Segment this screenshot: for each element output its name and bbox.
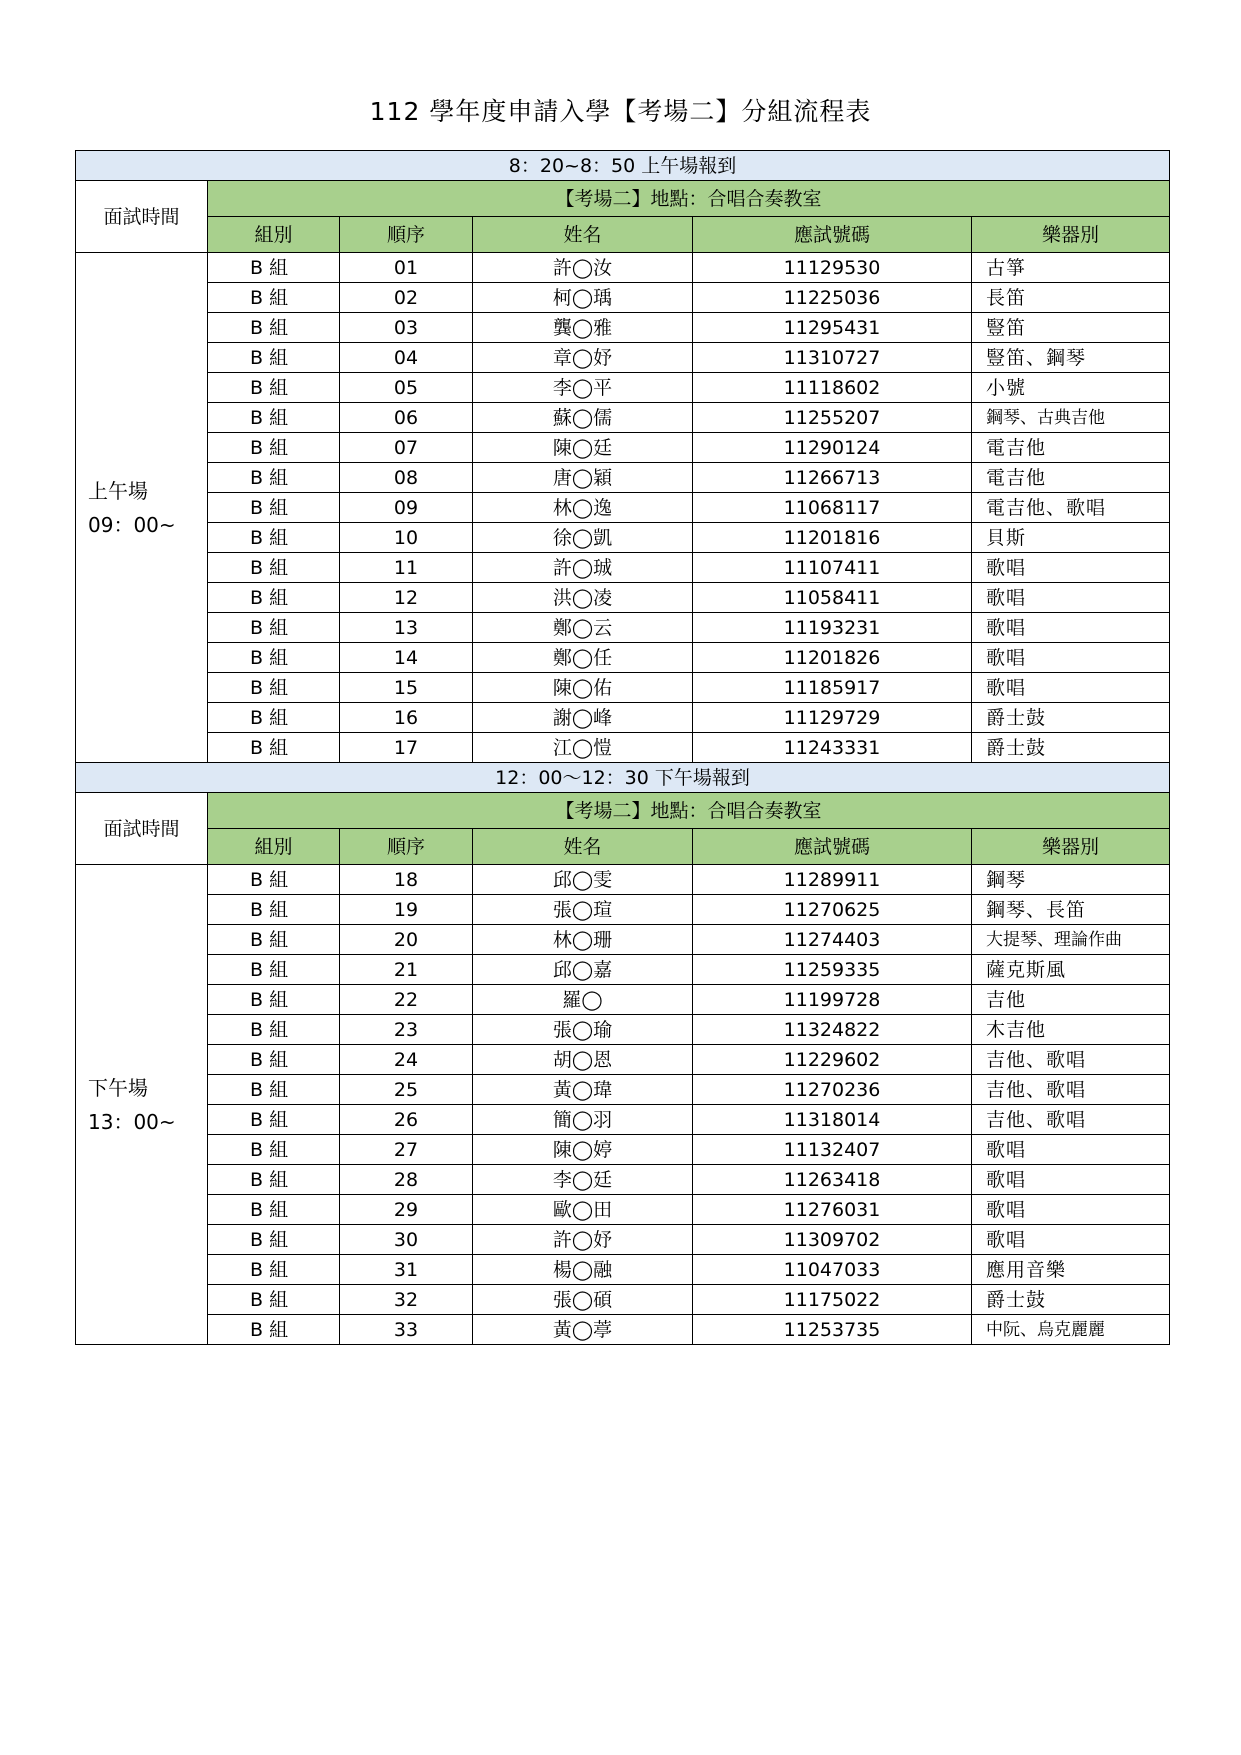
cell-instrument: 歌唱 (972, 553, 1170, 583)
column-header-instrument: 樂器別 (972, 217, 1170, 253)
table-row (76, 955, 1170, 985)
cell-order: 04 (340, 343, 473, 373)
table-row (76, 673, 1170, 703)
column-header-exam-no: 應試號碼 (693, 217, 972, 253)
cell-name: 林◯逸 (473, 493, 693, 523)
cell-instrument: 爵士鼓 (972, 1285, 1170, 1315)
cell-group: B 組 (208, 955, 340, 985)
cell-instrument: 吉他 (972, 985, 1170, 1015)
cell-exam-no: 11259335 (693, 955, 972, 985)
cell-order: 22 (340, 985, 473, 1015)
cell-exam-no: 11310727 (693, 343, 972, 373)
cell-instrument: 貝斯 (972, 523, 1170, 553)
column-header-group: 組別 (208, 829, 340, 865)
cell-exam-no: 11263418 (693, 1165, 972, 1195)
table-row (76, 583, 1170, 613)
cell-group: B 組 (208, 1135, 340, 1165)
cell-name: 許◯珹 (473, 553, 693, 583)
cell-order: 19 (340, 895, 473, 925)
cell-group: B 組 (208, 733, 340, 763)
morning-venue-label: 【考場二】地點：合唱合奏教室 (208, 181, 1170, 217)
cell-group: B 組 (208, 895, 340, 925)
table-row (76, 523, 1170, 553)
table-row (76, 1105, 1170, 1135)
morning-session-time (76, 253, 208, 763)
cell-instrument: 豎笛、鋼琴 (972, 343, 1170, 373)
table-row (76, 895, 1170, 925)
cell-name: 徐◯凱 (473, 523, 693, 553)
cell-exam-no: 11129530 (693, 253, 972, 283)
cell-group: B 組 (208, 1165, 340, 1195)
table-row (76, 373, 1170, 403)
cell-instrument: 電吉他、歌唱 (972, 493, 1170, 523)
cell-group: B 組 (208, 1105, 340, 1135)
cell-order: 31 (340, 1255, 473, 1285)
cell-group: B 組 (208, 313, 340, 343)
cell-exam-no: 11058411 (693, 583, 972, 613)
cell-group: B 組 (208, 613, 340, 643)
cell-order: 07 (340, 433, 473, 463)
cell-name: 鄭◯任 (473, 643, 693, 673)
cell-instrument: 鋼琴、長笛 (972, 895, 1170, 925)
table-row (76, 1195, 1170, 1225)
cell-instrument: 豎笛 (972, 313, 1170, 343)
cell-exam-no: 11193231 (693, 613, 972, 643)
cell-order: 02 (340, 283, 473, 313)
table-row (76, 253, 1170, 283)
table-row (76, 463, 1170, 493)
cell-name: 陳◯婷 (473, 1135, 693, 1165)
cell-order: 13 (340, 613, 473, 643)
page-title: 112 學年度申請入學【考場二】分組流程表 (369, 97, 872, 126)
cell-instrument: 鋼琴、古典吉他 (972, 403, 1170, 433)
table-row (76, 1315, 1170, 1345)
morning-venue-row (76, 181, 1170, 217)
table-row (76, 403, 1170, 433)
morning-time-header: 面試時間 (76, 181, 208, 253)
afternoon-session-label: 下午場 (88, 1075, 148, 1100)
table-row (76, 643, 1170, 673)
cell-exam-no: 11225036 (693, 283, 972, 313)
cell-exam-no: 11107411 (693, 553, 972, 583)
cell-exam-no: 11270625 (693, 895, 972, 925)
cell-instrument: 鋼琴 (972, 865, 1170, 895)
cell-order: 32 (340, 1285, 473, 1315)
cell-group: B 組 (208, 493, 340, 523)
cell-order: 09 (340, 493, 473, 523)
table-row (76, 865, 1170, 895)
cell-instrument: 歌唱 (972, 1195, 1170, 1225)
afternoon-venue-label: 【考場二】地點：合唱合奏教室 (208, 793, 1170, 829)
cell-group: B 組 (208, 523, 340, 553)
cell-order: 26 (340, 1105, 473, 1135)
cell-group: B 組 (208, 1285, 340, 1315)
column-header-instrument: 樂器別 (972, 829, 1170, 865)
cell-order: 01 (340, 253, 473, 283)
cell-exam-no: 11255207 (693, 403, 972, 433)
cell-name: 邱◯雯 (473, 865, 693, 895)
table-row (76, 493, 1170, 523)
cell-name: 張◯碩 (473, 1285, 693, 1315)
cell-name: 蘇◯儒 (473, 403, 693, 433)
cell-instrument: 歌唱 (972, 1165, 1170, 1195)
cell-instrument: 歌唱 (972, 673, 1170, 703)
cell-instrument: 電吉他 (972, 433, 1170, 463)
cell-group: B 組 (208, 1195, 340, 1225)
cell-order: 27 (340, 1135, 473, 1165)
cell-exam-no: 11129729 (693, 703, 972, 733)
table-row (76, 985, 1170, 1015)
table-row (76, 433, 1170, 463)
table-row (76, 313, 1170, 343)
cell-instrument: 爵士鼓 (972, 733, 1170, 763)
cell-instrument: 長笛 (972, 283, 1170, 313)
cell-order: 12 (340, 583, 473, 613)
cell-exam-no: 11309702 (693, 1225, 972, 1255)
table-row (76, 1285, 1170, 1315)
table-row (76, 1255, 1170, 1285)
table-row (76, 925, 1170, 955)
table-row (76, 283, 1170, 313)
cell-name: 楊◯融 (473, 1255, 693, 1285)
cell-order: 29 (340, 1195, 473, 1225)
afternoon-session-time (76, 865, 208, 1345)
cell-group: B 組 (208, 865, 340, 895)
cell-exam-no: 11295431 (693, 313, 972, 343)
cell-order: 14 (340, 643, 473, 673)
column-header-exam-no: 應試號碼 (693, 829, 972, 865)
cell-order: 21 (340, 955, 473, 985)
cell-instrument: 木吉他 (972, 1015, 1170, 1045)
cell-instrument: 大提琴、理論作曲 (972, 925, 1170, 955)
cell-name: 謝◯峰 (473, 703, 693, 733)
cell-exam-no: 11243331 (693, 733, 972, 763)
cell-group: B 組 (208, 1255, 340, 1285)
table-row (76, 1135, 1170, 1165)
cell-exam-no: 11253735 (693, 1315, 972, 1345)
cell-exam-no: 11199728 (693, 985, 972, 1015)
cell-group: B 組 (208, 253, 340, 283)
cell-order: 18 (340, 865, 473, 895)
morning-report-row (76, 151, 1170, 181)
cell-name: 胡◯恩 (473, 1045, 693, 1075)
cell-group: B 組 (208, 1315, 340, 1345)
afternoon-report-row (76, 763, 1170, 793)
cell-group: B 組 (208, 1045, 340, 1075)
cell-order: 11 (340, 553, 473, 583)
cell-name: 張◯瑄 (473, 895, 693, 925)
table-row (76, 343, 1170, 373)
cell-order: 08 (340, 463, 473, 493)
cell-name: 黃◯瑋 (473, 1075, 693, 1105)
cell-group: B 組 (208, 463, 340, 493)
cell-name: 柯◯瑀 (473, 283, 693, 313)
cell-exam-no: 11201826 (693, 643, 972, 673)
cell-instrument: 古箏 (972, 253, 1170, 283)
cell-instrument: 吉他、歌唱 (972, 1105, 1170, 1135)
cell-exam-no: 11068117 (693, 493, 972, 523)
cell-name: 章◯妤 (473, 343, 693, 373)
cell-name: 張◯瑜 (473, 1015, 693, 1045)
cell-order: 16 (340, 703, 473, 733)
cell-order: 20 (340, 925, 473, 955)
cell-order: 05 (340, 373, 473, 403)
afternoon-session-start: 13：00~ (88, 1109, 176, 1134)
cell-order: 03 (340, 313, 473, 343)
cell-order: 10 (340, 523, 473, 553)
cell-instrument: 中阮、烏克麗麗 (972, 1315, 1170, 1345)
column-header-group: 組別 (208, 217, 340, 253)
column-header-name: 姓名 (473, 217, 693, 253)
schedule-table (75, 150, 1170, 1345)
morning-column-header-row (76, 217, 1170, 253)
cell-group: B 組 (208, 703, 340, 733)
cell-name: 李◯平 (473, 373, 693, 403)
cell-order: 17 (340, 733, 473, 763)
cell-exam-no: 11185917 (693, 673, 972, 703)
cell-exam-no: 11276031 (693, 1195, 972, 1225)
cell-order: 25 (340, 1075, 473, 1105)
table-row (76, 703, 1170, 733)
column-header-order: 順序 (340, 829, 473, 865)
cell-group: B 組 (208, 643, 340, 673)
cell-name: 洪◯凌 (473, 583, 693, 613)
cell-group: B 組 (208, 553, 340, 583)
cell-name: 龔◯雅 (473, 313, 693, 343)
morning-report-time: 8：20~8：50 上午場報到 (76, 151, 1170, 181)
cell-order: 06 (340, 403, 473, 433)
cell-group: B 組 (208, 283, 340, 313)
cell-exam-no: 11324822 (693, 1015, 972, 1045)
cell-name: 江◯愷 (473, 733, 693, 763)
cell-group: B 組 (208, 433, 340, 463)
cell-group: B 組 (208, 1225, 340, 1255)
cell-name: 邱◯嘉 (473, 955, 693, 985)
cell-name: 許◯妤 (473, 1225, 693, 1255)
cell-exam-no: 11047033 (693, 1255, 972, 1285)
table-row (76, 613, 1170, 643)
cell-exam-no: 11118602 (693, 373, 972, 403)
cell-name: 陳◯廷 (473, 433, 693, 463)
cell-name: 黃◯葶 (473, 1315, 693, 1345)
cell-group: B 組 (208, 1015, 340, 1045)
cell-name: 唐◯穎 (473, 463, 693, 493)
cell-name: 李◯廷 (473, 1165, 693, 1195)
afternoon-time-header: 面試時間 (76, 793, 208, 865)
cell-name: 羅◯ (473, 985, 693, 1015)
cell-order: 24 (340, 1045, 473, 1075)
cell-instrument: 應用音樂 (972, 1255, 1170, 1285)
cell-exam-no: 11289911 (693, 865, 972, 895)
cell-exam-no: 11266713 (693, 463, 972, 493)
cell-name: 林◯珊 (473, 925, 693, 955)
cell-instrument: 歌唱 (972, 1135, 1170, 1165)
column-header-order: 順序 (340, 217, 473, 253)
cell-instrument: 薩克斯風 (972, 955, 1170, 985)
cell-name: 簡◯羽 (473, 1105, 693, 1135)
cell-name: 陳◯佑 (473, 673, 693, 703)
morning-session-start: 09：00~ (88, 512, 176, 537)
table-row (76, 553, 1170, 583)
cell-group: B 組 (208, 343, 340, 373)
cell-exam-no: 11318014 (693, 1105, 972, 1135)
table-row (76, 1165, 1170, 1195)
cell-instrument: 爵士鼓 (972, 703, 1170, 733)
cell-exam-no: 11201816 (693, 523, 972, 553)
cell-group: B 組 (208, 373, 340, 403)
cell-instrument: 吉他、歌唱 (972, 1075, 1170, 1105)
cell-instrument: 歌唱 (972, 613, 1170, 643)
cell-name: 許◯汝 (473, 253, 693, 283)
table-row (76, 1045, 1170, 1075)
cell-exam-no: 11229602 (693, 1045, 972, 1075)
cell-order: 23 (340, 1015, 473, 1045)
table-row (76, 733, 1170, 763)
cell-group: B 組 (208, 583, 340, 613)
cell-name: 歐◯田 (473, 1195, 693, 1225)
cell-group: B 組 (208, 673, 340, 703)
cell-order: 28 (340, 1165, 473, 1195)
cell-exam-no: 11132407 (693, 1135, 972, 1165)
afternoon-report-time: 12：00～12：30 下午場報到 (76, 763, 1170, 793)
morning-session-label: 上午場 (88, 478, 148, 503)
cell-group: B 組 (208, 403, 340, 433)
cell-instrument: 吉他、歌唱 (972, 1045, 1170, 1075)
cell-instrument: 歌唱 (972, 643, 1170, 673)
afternoon-column-header-row (76, 829, 1170, 865)
cell-group: B 組 (208, 1075, 340, 1105)
cell-group: B 組 (208, 985, 340, 1015)
column-header-name: 姓名 (473, 829, 693, 865)
cell-name: 鄭◯云 (473, 613, 693, 643)
cell-instrument: 電吉他 (972, 463, 1170, 493)
cell-instrument: 歌唱 (972, 583, 1170, 613)
cell-order: 15 (340, 673, 473, 703)
cell-order: 33 (340, 1315, 473, 1345)
cell-group: B 組 (208, 925, 340, 955)
cell-instrument: 歌唱 (972, 1225, 1170, 1255)
cell-exam-no: 11290124 (693, 433, 972, 463)
table-row (76, 1075, 1170, 1105)
afternoon-venue-row (76, 793, 1170, 829)
table-row (76, 1225, 1170, 1255)
cell-exam-no: 11175022 (693, 1285, 972, 1315)
table-row (76, 1015, 1170, 1045)
cell-instrument: 小號 (972, 373, 1170, 403)
cell-order: 30 (340, 1225, 473, 1255)
cell-exam-no: 11274403 (693, 925, 972, 955)
cell-exam-no: 11270236 (693, 1075, 972, 1105)
